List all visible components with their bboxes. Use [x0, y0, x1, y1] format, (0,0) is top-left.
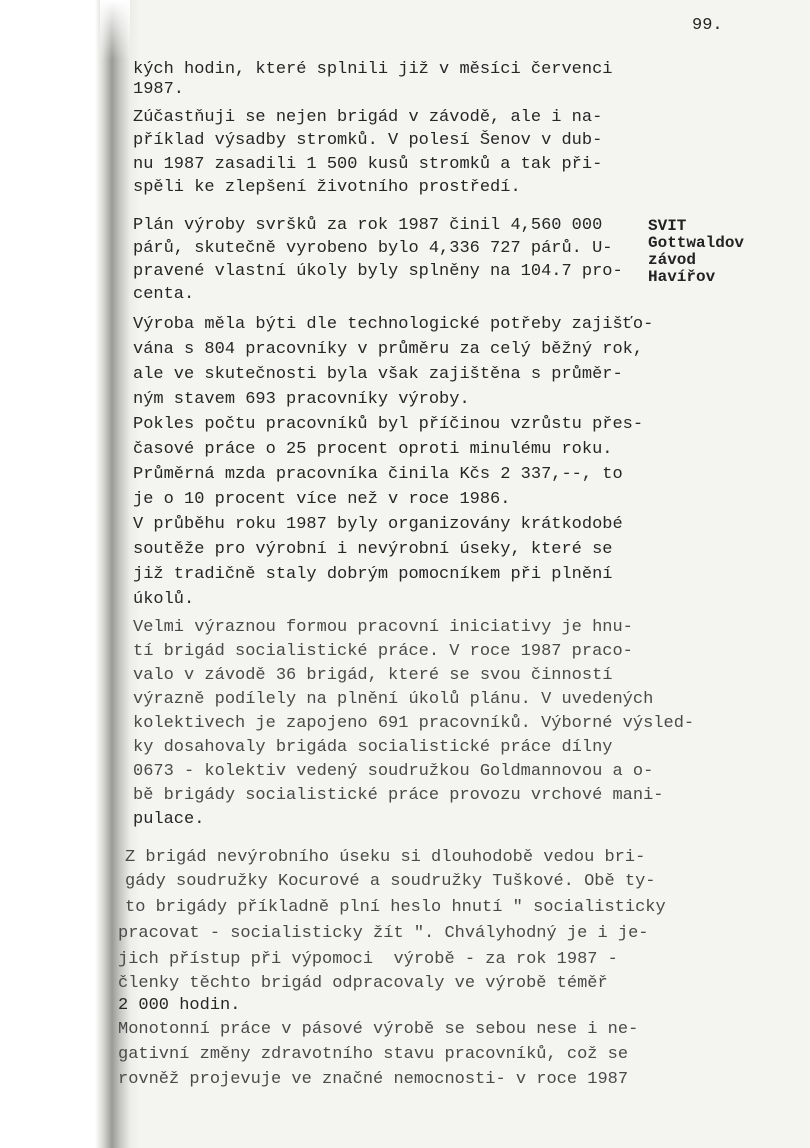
- scan-edge: [100, 0, 130, 60]
- text-line: 2 000 hodin.: [118, 996, 241, 1015]
- text-line: 1987.: [133, 80, 185, 99]
- text-line: nu 1987 zasadili 1 500 kusů stromků a tak při-: [133, 155, 603, 174]
- text-line: kolektivech je zapojeno 691 pracovníků. Výborné výsled-: [133, 714, 695, 733]
- text-line: členky těchto brigád odpracovaly ve výrobě téměř: [118, 974, 608, 993]
- margin-note: [648, 218, 744, 286]
- text-line: centa.: [133, 285, 195, 304]
- text-line: Monotonní práce v pásové výrobě se sebou nese i ne-: [118, 1020, 639, 1039]
- text-line: Pokles počtu pracovníků byl příčinou vzrůstu přes-: [133, 415, 644, 434]
- text-line: pulace.: [133, 810, 205, 829]
- text-line: 0673 - kolektiv vedený soudružkou Goldmannovou a o-: [133, 762, 654, 781]
- margin-note-line: závod: [648, 251, 697, 269]
- text-line: úkolů.: [133, 590, 195, 609]
- text-line: jich přístup při výpomoci výrobě - za rok 1987 -: [118, 950, 618, 969]
- text-line: Výroba měla býti dle technologické potřeby zajišťo-: [133, 315, 654, 334]
- text-line: ky dosahovaly brigáda socialistické práce dílny: [133, 738, 613, 757]
- text-line: gády soudružky Kocurové a soudružky Tuškové. Obě ty-: [125, 872, 656, 891]
- text-line: Plán výroby svršků za rok 1987 činil 4,560 000: [133, 216, 603, 235]
- margin-note-line: Havířov: [648, 268, 716, 286]
- text-line: Průměrná mzda pracovníka činila Kčs 2 337,--, to: [133, 465, 623, 484]
- text-line: ným stavem 693 pracovníky výroby.: [133, 390, 470, 409]
- text-line: Velmi výraznou formou pracovní iniciativy je hnu-: [133, 618, 633, 637]
- text-line: rovněž projevuje ve značné nemocnosti- v roce 1987: [118, 1070, 629, 1089]
- text-line: soutěže pro výrobní i nevýrobní úseky, které se: [133, 540, 613, 559]
- page-number: 99.: [692, 16, 723, 35]
- text-line: pravené vlastní úkoly byly splněny na 104.7 pro-: [133, 262, 623, 281]
- text-line: vána s 804 pracovníky v průměru za celý běžný rok,: [133, 340, 644, 359]
- text-line: kých hodin, které splnili již v měsíci červenci: [133, 60, 613, 79]
- text-line: již tradičně staly dobrým pomocníkem při plnění: [133, 565, 613, 584]
- text-line: příklad výsadby stromků. V polesí Šenov v dub-: [133, 131, 603, 150]
- text-line: pracovat - socialisticky žít ". Chvályhodný je i je-: [118, 924, 649, 943]
- margin-note-line: SVIT: [648, 217, 687, 235]
- text-line: spěli ke zlepšení životního prostředí.: [133, 178, 521, 197]
- text-line: ale ve skutečnosti byla však zajištěna s průměr-: [133, 365, 623, 384]
- text-line: výrazně podílely na plnění úkolů plánu. V uvedených: [133, 690, 654, 709]
- text-line: párů, skutečně vyrobeno bylo 4,336 727 párů. U-: [133, 239, 613, 258]
- text-line: časové práce o 25 procent oproti minulému roku.: [133, 440, 613, 459]
- text-line: gativní změny zdravotního stavu pracovníků, což se: [118, 1045, 629, 1064]
- text-line: valo v závodě 36 brigád, které se svou činností: [133, 666, 613, 685]
- margin-note-line: Gottwaldov: [648, 234, 745, 252]
- text-line: to brigády příkladně plní heslo hnutí " socialisticky: [125, 898, 666, 917]
- text-line: V průběhu roku 1987 byly organizovány krátkodobé: [133, 515, 623, 534]
- text-line: bě brigády socialistické práce provozu vrchové mani-: [133, 786, 664, 805]
- text-line: tí brigád socialistické práce. V roce 1987 praco-: [133, 642, 633, 661]
- text-line: Zúčastňuji se nejen brigád v závodě, ale i na-: [133, 108, 603, 127]
- text-line: je o 10 procent více než v roce 1986.: [133, 490, 511, 509]
- text-line: Z brigád nevýrobního úseku si dlouhodobě vedou bri-: [125, 848, 646, 867]
